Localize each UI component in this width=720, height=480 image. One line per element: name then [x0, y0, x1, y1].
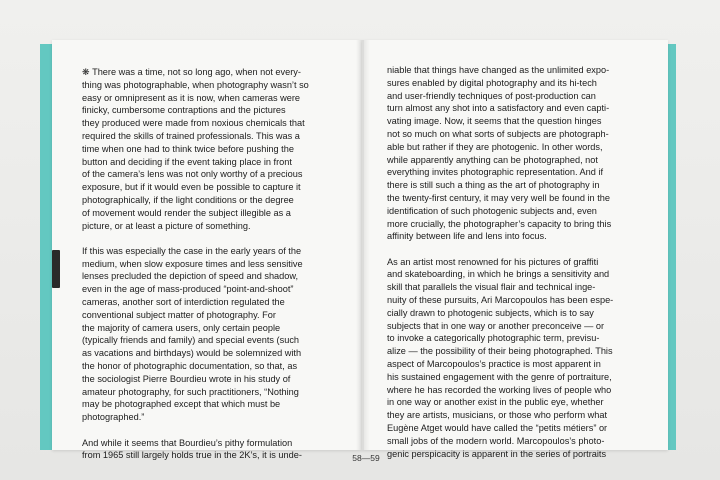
page-number: 58—59 — [352, 453, 380, 463]
right-page-text — [387, 64, 632, 460]
left-paragraph-1: ❋ There was a time, not so long ago, when not every- thing was photographable, when photography wasn’t so easy or omnipresent as it is now, when cameras were finicky, cumbersome contraptions and the pictures they produced were made from noxious chemicals that required the skills of trained professionals. This was a time when one had to think twice before pushing the button and deciding if the event taking place in front of the camera’s lens was not only worthy of a precious exposure, but if it would even be possible to capture it photographically, if the light conditions or the degree of movement would render the subject illegible as a picture, or at least a picture of something. — [82, 67, 309, 231]
left-paragraph-2: If this was especially the case in the early years of the medium, when slow exposure times and less sensitive lenses precluded the depiction of speed and shadow, even in the age of mass-produced “point-and-shoot” cameras, another sort of interdiction regulated the conventional subject matter of photography. For the majority of camera users, only certain people (typically friends and family) and special events (such as vacations and birthdays) would be solemnized with the honor of photographic documentation, so that, as the sociologist Pierre Bourdieu wrote in his study of amateur photography, for such practitioners, “Nothing may be photographed except that which must be photographed.” — [82, 245, 303, 423]
right-paragraph-1: niable that things have changed as the unlimited expo- sures enabled by digital photography and its hi-tech and user-friendly techniques of post-production can turn almost any shot into a satisfactory and even capti- vating image. Now, it seems that the question hinges not so much on what sorts of subjects are photograph- able but rather if they are photogenic. In other words, while apparently anything can be photographed, not everything invites photographic representation. And if there is still such a thing as the art of photography in the twenty-first century, it may very well be found in the identification of such photogenic subjects and, even more crucially, the photographer’s capacity to bring this affinity between life and lens into focus. — [387, 65, 612, 242]
left-paragraph-3: And while it seems that Bourdieu’s pithy formulation from 1965 still largely holds true in the 2K’s, it is unde- — [82, 437, 302, 461]
right-paragraph-2: As an artist most renowned for his pictures of graffiti and skateboarding, in which he brings a sensitivity and skill that parallels the visual flair and technical inge- nuity of these pursuits, Ari Marcopoulos has been espe- cially drawn to photogenic subjects, which is to say subjects that in one way or another preconceive — or to invoke a categorically photographic term, previsu- alize — the possibility of their being photographed. This aspect of Marcopoulos’s practice is most apparent in his sustained engagement with the genre of portraiture, where he has recorded the working lives of people who in one way or another exist in the public eye, whether they are artists, musicians, or those who perform what Eugène Atget would have called the “petits métiers” or small jobs of the modern world. Marcopoulos’s photo- genic perspicacity is apparent in the series of portraits — [387, 256, 614, 459]
spine-tab-marker — [52, 250, 60, 288]
book-gutter — [356, 40, 370, 450]
left-page-text — [82, 66, 327, 462]
